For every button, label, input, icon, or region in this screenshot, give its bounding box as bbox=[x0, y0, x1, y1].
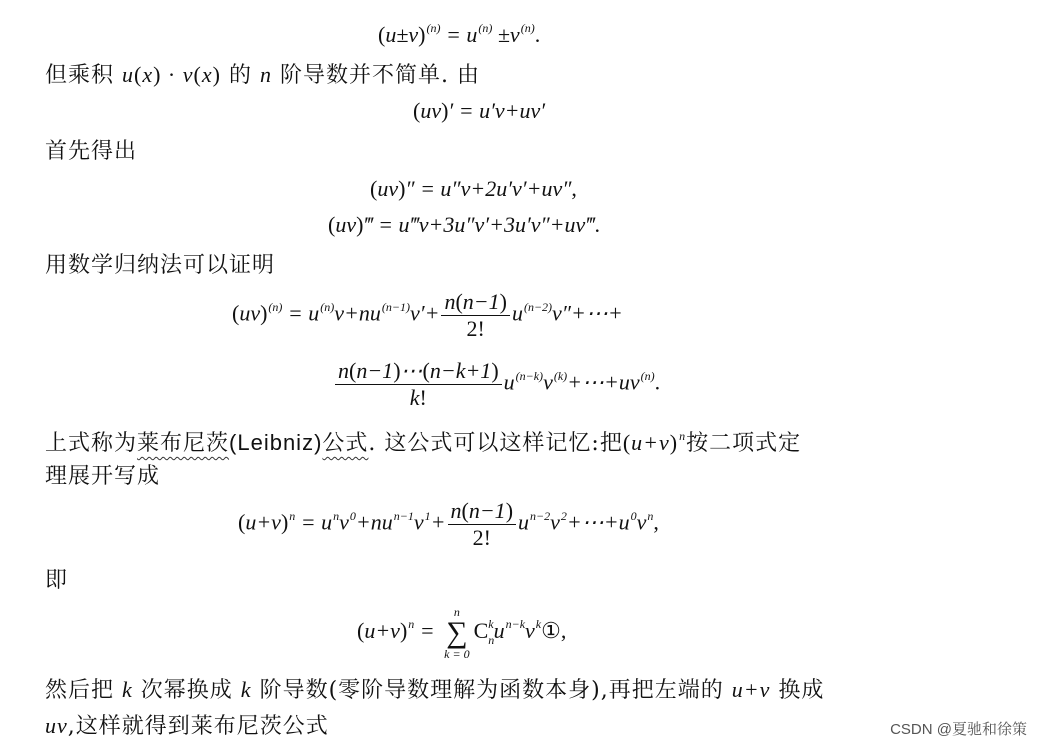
text-first-get: 首先得出 bbox=[45, 139, 138, 164]
formula-second-derivative: (uv)″ = u″v+2u′v′+uv″, bbox=[370, 176, 577, 201]
formula-binomial: $(u+v)^n = u^nv^0+nu^{n-1}v^1+$ $\frac{n(n-1)}{2!}$ $u^{n-2}v^2+\cdots+u^0v^n$, bbox=[238, 498, 659, 550]
text-expand: 理展开写成 bbox=[45, 464, 161, 489]
formula-leibniz-part1: $(uv)^{(n)} = u^{(n)}v+nu^{(n-1)}v'+$ $\frac{n(n-1)}{2!}$ $u^{(n-2)}v''+\cdots+$ bbox=[232, 289, 623, 341]
formula-summation: $(u+v)^n$ = n ∑ k = 0 $C_n^ku^{n-k}v^k①$, bbox=[357, 605, 567, 661]
text-final: uv,这样就得到莱布尼茨公式 bbox=[45, 713, 329, 739]
formula-third-derivative: (uv)‴ = u‴v+3u″v′+3u′v″+uv‴. bbox=[328, 212, 601, 237]
text-then: 然后把 k 次幂换成 k 阶导数(零阶导数理解为函数本身),再把左端的 u+v 换成 bbox=[45, 677, 825, 703]
formula-leibniz-part2: $\frac{n(n-1)\cdots(n-k+1)}{k!}$ $u^{(n-k)}v^{(k)}+\cdots+uv^{(n)}$. bbox=[333, 360, 660, 409]
text-product-intro: 但乘积 u(x) · v(x) 的 n 阶导数并不简单. 由 bbox=[45, 62, 480, 88]
text-leibniz-name: 上式称为莱布尼茨(Leibniz)公式. 这公式可以这样记忆:把$(u+v)^n$按二项式定 bbox=[45, 429, 802, 456]
text-ji: 即 bbox=[45, 568, 69, 593]
text-induction: 用数学归纳法可以证明 bbox=[45, 253, 276, 278]
formula-sum-nth-derivative: $(u\pm v)^{(n)} = u^{(n)} \pm v^{(n)}$. bbox=[378, 21, 541, 47]
formula-first-derivative: (uv)′ = u′v+uv′ bbox=[413, 98, 546, 123]
csdn-watermark: CSDN @夏驰和徐策 bbox=[890, 721, 1027, 738]
